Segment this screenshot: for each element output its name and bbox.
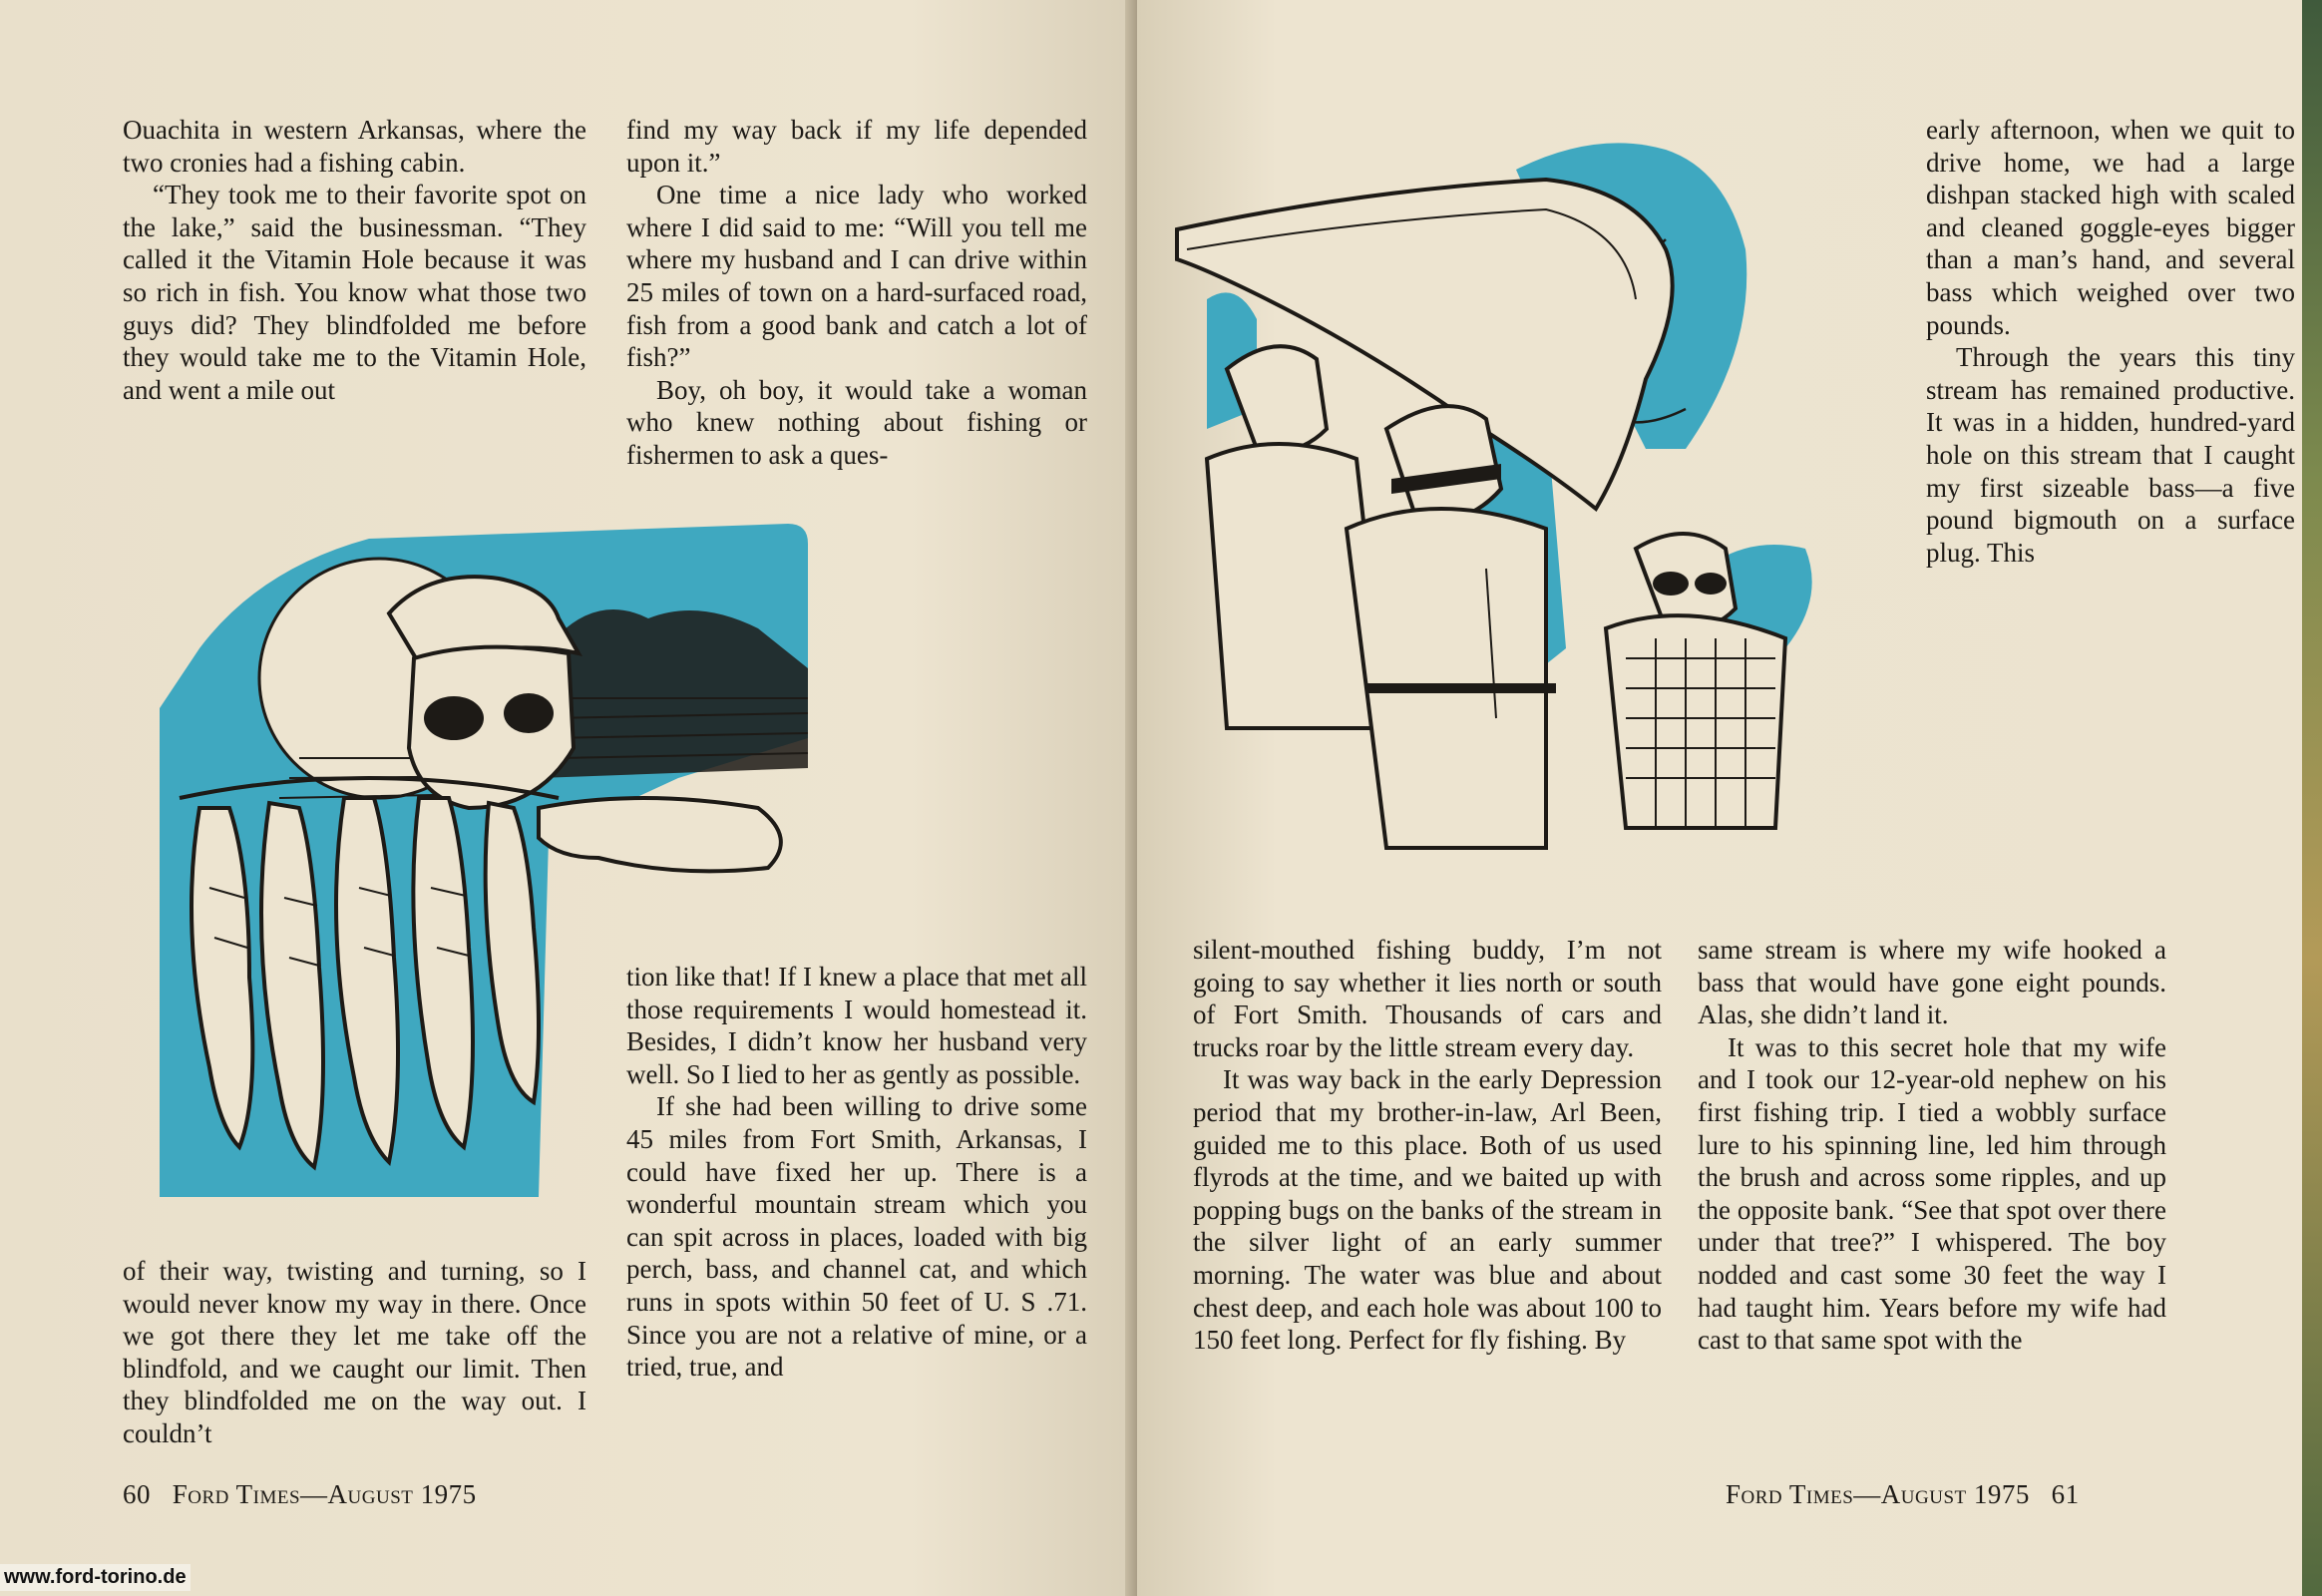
right-col2-bottom xyxy=(1698,934,2166,1357)
paragraph: early afternoon, when we quit to drive home, we had a large dishpan stacked high with scaled and cleaned goggle-eyes bigger than a man’s hand, and several bass which weighed over two pounds. xyxy=(1926,115,2295,340)
footer-title: Ford Times—August 1975 xyxy=(1726,1479,2030,1509)
right-col2-top xyxy=(1926,114,2295,569)
paragraph: of their way, twisting and turning, so I would never know my way in there. Once we got there they let me take off the blindfold, and we caught our limit. Then they blindfolded me on the way out. I couldn’t xyxy=(123,1256,586,1448)
page-number: 61 xyxy=(2051,1479,2080,1509)
paragraph: tion like that! If I knew a place that met all those requirements I would homestead it. Besides, I didn’t know her husband very well. So I lied to her as gently as possible. xyxy=(626,962,1087,1089)
left-col2-bottom xyxy=(626,961,1087,1384)
right-col1-bottom xyxy=(1193,934,1662,1357)
footer-title: Ford Times—August 1975 xyxy=(172,1479,477,1509)
next-page-edge xyxy=(2302,0,2322,1596)
paragraph: Boy, oh boy, it would take a woman who knew nothing about fishing or fishermen to ask a ques- xyxy=(626,374,1087,470)
left-page-folio xyxy=(123,1479,477,1510)
left-col1-bottom xyxy=(123,1255,586,1450)
left-page xyxy=(0,0,1137,1596)
right-page xyxy=(1137,0,2302,1596)
page-number: 60 xyxy=(123,1479,151,1509)
paragraph: Through the years this tiny stream has remained productive. It was in a hidden, hundred-yard hole on this stream that I caught my first sizeable bass—a five pound bigmouth on a surface plug. This xyxy=(1926,342,2295,568)
right-page-folio xyxy=(1726,1479,2080,1510)
watermark-url: www.ford-torino.de xyxy=(0,1564,191,1591)
left-col1-top xyxy=(123,114,586,406)
canoe-carriers-illustration xyxy=(1167,130,2045,868)
paragraph: One time a nice lady who worked where I did said to me: “Will you tell me where my husband and I can drive within 25 miles of town on a hard-surfaced road, fish from a good bank and catch a lot of fish?” xyxy=(626,180,1087,373)
paragraph: silent-mouthed fishing buddy, I’m not going to say whether it lies north or south of Fort Smith. Thousands of cars and trucks roar by the little stream every day. xyxy=(1193,935,1662,1062)
left-col2-top xyxy=(626,114,1087,472)
paragraph: It was way back in the early Depression period that my brother-in-law, Arl Been, guided me to this place. Both of us used flyrods at the time, and we baited up with popping bugs on the banks of the stream in the silver light of an early summer morning. The water was blue and about chest deep, and each hole was about 100 to 150 feet long. Perfect for fly fishing. By xyxy=(1193,1064,1662,1356)
paragraph: It was to this secret hole that my wife and I took our 12-year-old nephew on his first fishing trip. I tied a wobbly surface lure to his spinning line, led him through the brush and across some ripples, and up the opposite bank. “See that spot over there under that tree?” I whispered. The boy nodded and cast some 30 feet the way I had taught him. Years before my wife had cast to that same spot with the xyxy=(1698,1031,2166,1356)
paragraph: “They took me to their favorite spot on the lake,” said the businessman. “They called it the Vitamin Hole because it was so rich in fish. You know what those two guys did? They blindfolded me before they would take me to the Vitamin Hole, and went a mile out xyxy=(123,180,586,405)
paragraph: find my way back if my life depended upon it.” xyxy=(626,115,1087,178)
paragraph: Ouachita in western Arkansas, where the two cronies had a fishing cabin. xyxy=(123,115,586,178)
paragraph: same stream is where my wife hooked a bass that would have gone eight pounds. Alas, she didn’t land it. xyxy=(1698,935,2166,1030)
paragraph: If she had been willing to drive some 45 miles from Fort Smith, Arkansas, I could have fixed her up. There is a wonderful mountain stream which you can spit across in places, loaded with big perch, bass, and channel cat, and which runs in spots within 50 feet of U. S .71. Since you are not a relative of mine, or a tried, true, and xyxy=(626,1091,1087,1383)
